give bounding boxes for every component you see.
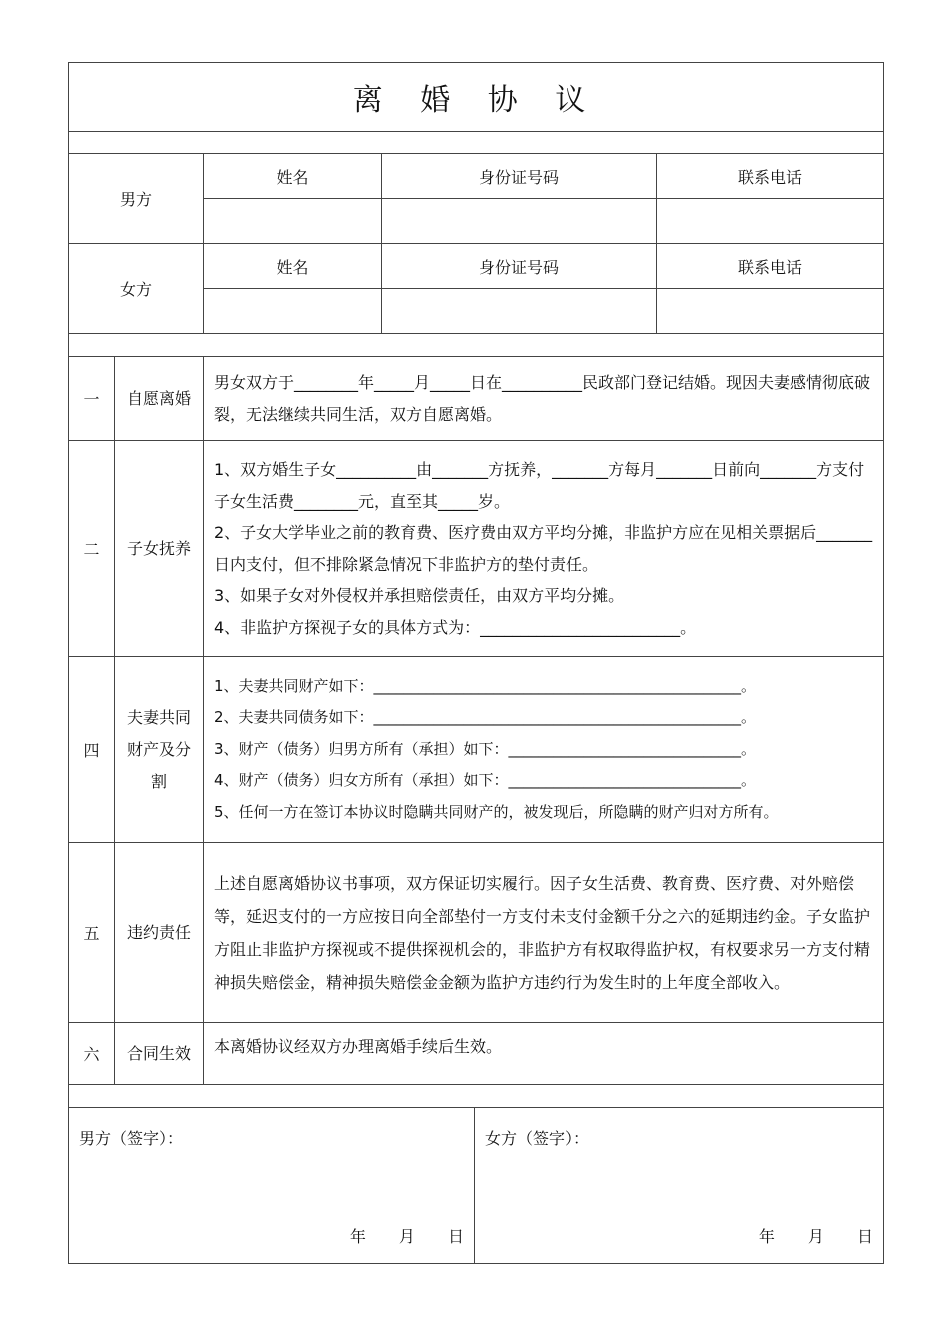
clause-text: 1、双方婚生子女__________由_______方抚养，_______方每月_______日前向_______方支付子女生活费________元，直至其_____岁。 [214,460,865,511]
male-id-field[interactable] [382,199,657,244]
female-party-label: 女方 [69,244,204,334]
section-content [204,1023,884,1085]
female-phone-field[interactable] [657,289,884,334]
male-id-header: 身份证号码 [382,154,657,199]
section-number: 五 [69,843,115,1023]
section-number: 一 [69,357,115,441]
clause-text: 本离婚协议经双方办理离婚手续后生效。 [214,1037,503,1056]
clause-text: 3、财产（债务）归男方所有（承担）如下：_______________________________。 [214,739,757,758]
male-phone-field[interactable] [657,199,884,244]
section-name: 夫妻共同财产及分割 [115,657,204,843]
section-content [204,657,884,843]
female-signature-label: 女方（签字）： [485,1129,590,1148]
female-id-field[interactable] [382,289,657,334]
clause-text: 2、夫妻共同债务如下：_________________________________________________。 [214,708,757,727]
male-signature-date: 年 月 日 [349,1227,464,1246]
clause-text: 上述自愿离婚协议书事项，双方保证切实履行。因子女生活费、教育费、医疗费、对外赔偿等，延迟支付的一方应按日向全部垫付一方支付未支付金额千分之六的延期违约金。子女监护方阻止非监护方探视或不提供探视机会的，非监护方有权取得监护权，有权要求另一方支付精神损失赔偿金，精神损失赔偿金金额为监护方违约行为发生时的上年度全部收入。 [214,873,871,992]
section-content [204,843,884,1023]
agreement-table [68,62,884,1264]
section-name: 自愿离婚 [115,357,204,441]
section-content [204,357,884,441]
female-phone-header: 联系电话 [657,244,884,289]
male-name-field[interactable] [204,199,382,244]
agreement-form [68,62,883,1264]
page-title: 离 婚 协 议 [69,63,884,132]
section-content [204,441,884,657]
section-name: 子女抚养 [115,441,204,657]
section-name: 违约责任 [115,843,204,1023]
female-id-header: 身份证号码 [382,244,657,289]
female-signature-box[interactable] [475,1108,884,1264]
clause-text: 男女双方于________年_____月_____日在__________民政部门登记结婚。现因夫妻感情彻底破裂，无法继续共同生活，双方自愿离婚。 [214,373,871,424]
section-name: 合同生效 [115,1023,204,1085]
male-name-header: 姓名 [204,154,382,199]
male-signature-label: 男方（签字）： [79,1129,184,1148]
male-phone-header: 联系电话 [657,154,884,199]
clause-text: 3、如果子女对外侵权并承担赔偿责任，由双方平均分摊。 [214,586,625,605]
male-party-label: 男方 [69,154,204,244]
clause-text: 4、财产（债务）归女方所有（承担）如下：_______________________________。 [214,771,757,790]
male-signature-box[interactable] [69,1108,475,1264]
section-number: 六 [69,1023,115,1085]
female-signature-date: 年 月 日 [758,1227,874,1246]
spacer-row [69,334,884,357]
clause-text: 1、夫妻共同财产如下：_________________________________________________。 [214,676,757,695]
female-name-header: 姓名 [204,244,382,289]
section-number: 四 [69,657,115,843]
clause-text: 4、非监护方探视子女的具体方式为：_________________________。 [214,617,697,637]
clause-text: 5、任何一方在签订本协议时隐瞒共同财产的，被发现后，所隐瞒的财产归对方所有。 [214,802,779,821]
spacer-row [69,132,884,154]
female-name-field[interactable] [204,289,382,334]
spacer-row [69,1085,884,1108]
clause-text: 2、子女大学毕业之前的教育费、医疗费由双方平均分摊，非监护方应在见相关票据后_______日内支付，但不排除紧急情况下非监护方的垫付责任。 [214,523,873,574]
section-number: 二 [69,441,115,657]
